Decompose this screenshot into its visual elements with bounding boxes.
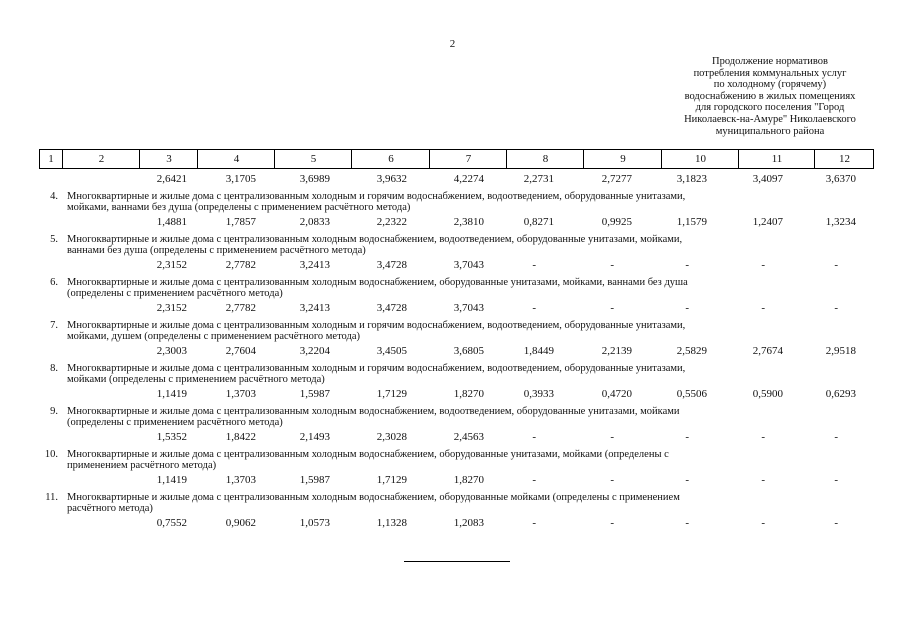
header-note-line: потребления коммунальных услуг [693, 67, 847, 79]
header-note-line: по холодному (горячему) [713, 79, 827, 91]
table-cell: 1,8270 [453, 388, 484, 400]
table-cell: 2,9518 [825, 345, 856, 357]
table-cell: - [761, 259, 765, 271]
item-description-line: мойками, душем (определены с применением расчётного метода) [67, 330, 360, 342]
table-cell: 1,1328 [376, 517, 407, 529]
table-cell: 1,8270 [453, 474, 484, 486]
footer-separator [404, 561, 510, 562]
item-number: 6. [50, 277, 58, 288]
page-number: 2 [449, 38, 456, 50]
header-note [655, 56, 885, 137]
item-description-line: Многоквартирные и жилые дома с централизованным холодным водоснабжением, оборудованные унитазами, мойками, ваннами без душа [67, 277, 688, 288]
table-cell: 0,9925 [601, 216, 632, 228]
table-cell: 2,1493 [299, 431, 330, 443]
table-cell: 2,2322 [376, 216, 407, 228]
table-cell: 0,7552 [156, 517, 187, 529]
table-cell: 1,3703 [225, 474, 256, 486]
table-cell: 1,2407 [752, 216, 783, 228]
item-number: 9. [50, 406, 58, 417]
table-cell: 1,8422 [225, 431, 256, 443]
table-cell: 2,2139 [601, 345, 632, 357]
table-cell: - [685, 474, 689, 486]
column-header-row [39, 149, 874, 169]
item-description-line: мойками, ваннами без душа (определены с применением расчётного метода) [67, 201, 411, 213]
item-description-line: расчётного метода) [67, 502, 153, 514]
table-cell: - [532, 474, 536, 486]
table-row [0, 474, 905, 487]
item-description [67, 450, 837, 471]
table-cell: 2,7782 [225, 259, 256, 271]
column-header-cell: 1 [48, 153, 54, 165]
table-row [0, 216, 905, 229]
table-cell: 3,6805 [453, 345, 484, 357]
table-cell: 2,5829 [676, 345, 707, 357]
table-cell: 1,7129 [376, 388, 407, 400]
header-note-line: Продолжение нормативов [712, 56, 828, 67]
table-row [0, 388, 905, 401]
table-cell: 2,2731 [523, 173, 554, 185]
item-description-line: Многоквартирные и жилые дома с централизованным холодным водоснабжением, водоотведением, оборудованные унитазами, мойками [67, 406, 680, 417]
column-header-cell: 6 [351, 150, 430, 168]
header-note-line: муниципального района [715, 125, 825, 137]
item-description-line: мойками (определены с применением расчётного метода) [67, 373, 325, 385]
table-cell: 2,7782 [225, 302, 256, 314]
item-description-line: Многоквартирные и жилые дома с централизованным холодным водоснабжением, оборудованные мойками (определены с применением [67, 492, 680, 503]
table-cell: - [610, 302, 614, 314]
table-cell: 1,5352 [156, 431, 187, 443]
table-cell: 3,4505 [376, 345, 407, 357]
column-header-cell: 3 [139, 150, 198, 168]
item-description [67, 278, 837, 299]
table-cell: 3,4728 [376, 302, 407, 314]
table-cell: 0,6293 [825, 388, 856, 400]
column-header-cell: 7 [429, 150, 507, 168]
column-header-cell: 9 [583, 150, 662, 168]
item-description [67, 235, 837, 256]
table-cell: 2,3003 [156, 345, 187, 357]
table-cell: 3,2204 [299, 345, 330, 357]
table-cell: 1,1579 [676, 216, 707, 228]
table-cell: - [532, 259, 536, 271]
table-cell: 3,4728 [376, 259, 407, 271]
table-cell: - [834, 431, 838, 443]
table-cell: 3,7043 [453, 302, 484, 314]
table-cell: 1,1419 [156, 388, 187, 400]
table-row [0, 302, 905, 315]
table-row [0, 517, 905, 530]
item-number: 8. [50, 363, 58, 374]
table-cell: 1,7857 [225, 216, 256, 228]
item-number: 7. [50, 320, 58, 331]
table-row [0, 259, 905, 272]
table-cell: - [685, 259, 689, 271]
item-description [67, 321, 837, 342]
item-number: 11. [45, 492, 58, 503]
item-description-line: ваннами без душа (определены с применением расчётного метода) [67, 244, 366, 256]
column-header-cell: 11 [738, 150, 815, 168]
table-cell: 0,8271 [523, 216, 554, 228]
item-description-line: Многоквартирные и жилые дома с централизованным холодным водоснабжением, оборудованные унитазами, мойками (определены с [67, 449, 669, 460]
table-cell: 0,5900 [752, 388, 783, 400]
table-cell: 2,3810 [453, 216, 484, 228]
table-cell: 1,0573 [299, 517, 330, 529]
table-cell: 1,7129 [376, 474, 407, 486]
item-description-line: Многоквартирные и жилые дома с централизованным холодным водоснабжением, водоотведением, оборудованные унитазами, мойками, [67, 234, 683, 245]
item-description-line: (определены с применением расчётного метода) [67, 287, 283, 299]
table-cell: 1,1419 [156, 474, 187, 486]
item-description-line: Многоквартирные и жилые дома с централизованным холодным и горячим водоснабжением, водоотведением, оборудованные унитазами, [67, 191, 686, 202]
table-cell: 2,3028 [376, 431, 407, 443]
table-cell: 0,3933 [523, 388, 554, 400]
column-header-cell: 2 [62, 150, 140, 168]
table-cell: - [685, 302, 689, 314]
table-cell: 3,7043 [453, 259, 484, 271]
table-cell: 3,9632 [376, 173, 407, 185]
table-cell: 1,8449 [523, 345, 554, 357]
header-note-line: Николаевск-на-Амуре" Николаевского [684, 113, 856, 125]
table-cell: - [685, 517, 689, 529]
table-cell: 4,2274 [453, 173, 484, 185]
header-note-line: для городского поселения "Город [695, 102, 845, 114]
table-cell: 1,3234 [825, 216, 856, 228]
table-cell: 0,9062 [225, 517, 256, 529]
column-header-cell: 12 [814, 150, 874, 168]
table-cell: 1,5987 [299, 474, 330, 486]
table-cell: 2,7674 [752, 345, 783, 357]
table-cell: 0,5506 [676, 388, 707, 400]
item-description-line: Многоквартирные и жилые дома с централизованным холодным и горячим водоснабжением, водоотведением, оборудованные унитазами, [67, 363, 686, 374]
table-row [0, 431, 905, 444]
table-cell: - [834, 302, 838, 314]
table-cell: - [610, 474, 614, 486]
table-cell: 2,4563 [453, 431, 484, 443]
table-cell: 2,0833 [299, 216, 330, 228]
item-description [67, 493, 837, 514]
item-description-line: Многоквартирные и жилые дома с централизованным холодным и горячим водоснабжением, водоотведением, оборудованные унитазами, [67, 320, 686, 331]
column-header-cell: 4 [197, 150, 275, 168]
table-cell: 2,7604 [225, 345, 256, 357]
table-cell: - [532, 431, 536, 443]
item-description-line: (определены с применением расчётного метода) [67, 416, 283, 428]
table-cell: - [834, 474, 838, 486]
table-cell: - [761, 474, 765, 486]
item-description-line: применением расчётного метода) [67, 459, 217, 471]
table-row [0, 345, 905, 358]
table-cell: - [610, 431, 614, 443]
table-cell: 3,6989 [299, 173, 330, 185]
table-cell: 1,2083 [453, 517, 484, 529]
item-number: 5. [50, 234, 58, 245]
table-cell: 2,3152 [156, 302, 187, 314]
table-cell: 3,6370 [825, 173, 856, 185]
table-cell: 2,3152 [156, 259, 187, 271]
column-header-cell: 5 [274, 150, 352, 168]
table-cell: 1,4881 [156, 216, 187, 228]
table-cell: - [761, 517, 765, 529]
table-cell: - [685, 431, 689, 443]
table-cell: - [610, 259, 614, 271]
table-cell: 2,7277 [601, 173, 632, 185]
item-description [67, 192, 837, 213]
table-cell: - [532, 302, 536, 314]
table-cell: 0,4720 [601, 388, 632, 400]
table-cell: 1,5987 [299, 388, 330, 400]
table-cell: 3,2413 [299, 302, 330, 314]
table-cell: - [532, 517, 536, 529]
table-cell: - [834, 517, 838, 529]
table-cell: 3,1705 [225, 173, 256, 185]
table-cell: - [834, 259, 838, 271]
column-header-cell: 10 [661, 150, 739, 168]
item-number: 10. [44, 449, 58, 460]
item-description [67, 364, 837, 385]
column-header-cell: 8 [506, 150, 584, 168]
table-cell: 3,4097 [752, 173, 783, 185]
header-note-line: водоснабжению в жилых помещениях [684, 90, 856, 102]
table-cell: 1,3703 [225, 388, 256, 400]
table-row [0, 173, 905, 186]
table-cell: - [761, 302, 765, 314]
table-cell: 2,6421 [156, 173, 187, 185]
table-cell: 3,2413 [299, 259, 330, 271]
table-cell: 3,1823 [676, 173, 707, 185]
item-number: 4. [50, 191, 58, 202]
table-cell: - [761, 431, 765, 443]
table-cell: - [610, 517, 614, 529]
item-description [67, 407, 837, 428]
